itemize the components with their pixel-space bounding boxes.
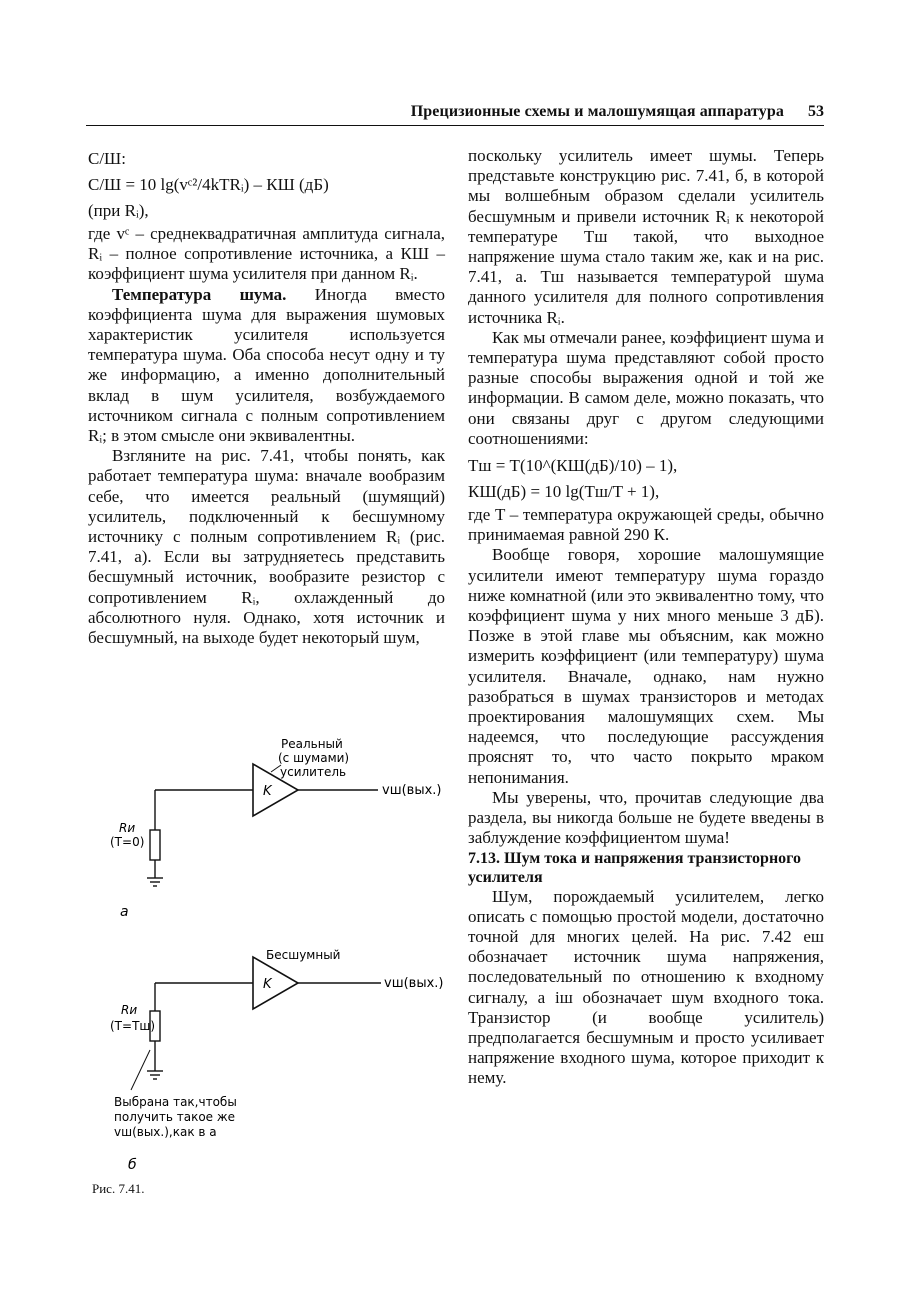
section-title: 7.13. Шум тока и напряжения транзисторного усилителя — [468, 849, 802, 886]
paragraph: где vᶜ – среднеквадратичная амплитуда сигнала, Rᵢ – полное сопротивление источника, а КШ – коэффициент шума усилителя при данном Rᵢ. — [88, 224, 445, 284]
page-number: 53 — [808, 103, 824, 120]
amp-label-line: (с шумами) — [278, 751, 350, 765]
note-pointer — [131, 1050, 150, 1090]
amp-label-line: Реальный — [281, 737, 343, 751]
diagram-b — [110, 948, 443, 1173]
right-column — [468, 146, 824, 1089]
equation-noise-figure: КШ(дБ) = 10 lg(Tш/T + 1), — [468, 482, 660, 502]
formula-condition: (при Rᵢ), — [88, 201, 149, 220]
paragraph: Мы уверены, что, прочитав следующие два раздела, вы никогда больше не будете введены в заблуждение коэффициентом шума! — [468, 787, 824, 848]
note-line: получить такое же — [114, 1110, 236, 1124]
note-line: Выбрана так,чтобы — [114, 1095, 237, 1109]
paragraph: где T – температура окружающей среды, обычно принимаемая равной 290 К. — [468, 505, 824, 545]
amplifier-triangle — [253, 957, 298, 1009]
gain-label: K — [263, 977, 272, 992]
resistor-label: Rи — [121, 1003, 138, 1017]
paragraph-text: Иногда вместо коэффициента шума для выражения шумовых характеристик усилителя используется температура шума. Оба способа несут одну и ту же информацию, а именно дополнительный вклад в шум усилителя, возбуждаемого источником сигнала с полным сопротивлением Rᵢ; в этом смысле они эквивалентны. — [88, 284, 445, 446]
diagram-a — [110, 737, 441, 920]
temperature-label: (T=Tш) — [110, 1019, 156, 1033]
header-title: Прецизионные схемы и малошумящая аппаратура — [410, 103, 784, 120]
equation-noise-temperature: Tш = T(10^(КШ(дБ)/10) – 1), — [468, 456, 678, 476]
resistor — [150, 830, 160, 860]
paragraph: Взгляните на рис. 7.41, чтобы понять, как работает температура шума: вначале вообразим себе, что имеется реальный (шумящий) усилитель, подключенный к бесшумному источнику с полным сопротивлением Rᵢ (рис. 7.41, а). Если вы затрудняетесь представить бесшумный источник, вообразите резистор с сопротивлением Rᵢ, охлажденный до абсолютного нуля. Однако, хотя источник и бесшумный, на выходе будет некоторый шум, — [88, 446, 445, 648]
output-label: vш(вых.) — [382, 783, 442, 798]
output-label: vш(вых.) — [384, 976, 444, 991]
amp-label: Бесшумный — [266, 948, 341, 962]
header-rule — [86, 125, 824, 126]
paragraph: Шум, порождаемый усилителем, легко описать с помощью простой модели, достаточно точной для многих целей. На рис. 7.42 eш обозначает источник шума напряжения, последовательный по отношению к входному сигналу, а iш обозначает шум входного тока. Транзистор (и вообще усилитель) предполагается бесшумным и просто усиливает напряжение входного шума, которое приходит к нему. — [468, 886, 824, 1088]
note-line: vш(вых.),как в а — [114, 1125, 217, 1139]
subfigure-letter: б — [128, 1157, 137, 1173]
gain-label: K — [263, 784, 272, 799]
subfigure-letter: а — [120, 904, 129, 920]
resistor-label: Rи — [119, 821, 136, 835]
figure-caption: Рис. 7.41. — [92, 1181, 145, 1196]
paragraph — [88, 285, 445, 447]
figure-7-41 — [88, 728, 448, 1198]
paragraph: Как мы отмечали ранее, коэффициент шума и температура шума представляют собой просто разные способы выражения одной и той же информации. В самом деле, можно показать, что они связаны друг с другом следующими соотношениями: — [468, 327, 824, 448]
running-header — [86, 103, 824, 125]
paragraph: Вообще говоря, хорошие малошумящие усилители имеют температуру шума гораздо ниже комнатной (или это эквивалентно тому, что коэффициент шума у них много меньше 3 дБ). Позже в этой главе мы объясним, как можно измерить коэффициент (или температуру) шума усилителя. Вначале, однако, нам нужно разобраться в шумах транзисторов и методах проектирования малошумящих схем. Мы надеемся, что последующие рассуждения прояснят то, что часто покрыто мраком непонимания. — [468, 545, 824, 787]
left-column — [88, 146, 445, 648]
run-in-title: Температура шума. — [112, 284, 287, 304]
formula-snr: С/Ш = 10 lg(vᶜ²/4kTRᵢ) – КШ (дБ) — [88, 175, 329, 194]
formula-label: С/Ш: — [88, 149, 126, 168]
paragraph: поскольку усилитель имеет шумы. Теперь представьте конструкцию рис. 7.41, б, в которой мы волшебным образом сделали усилитель бесшумным и привели источник Rᵢ к некоторой температуре Tш такой, что выходное напряжение шума стало таким же, как и на рис. 7.41, а. Tш называется температурой шума данного усилителя для полного сопротивления источника Rᵢ. — [468, 146, 824, 327]
temperature-label: (T=0) — [110, 835, 145, 849]
amp-label-line: усилитель — [280, 765, 347, 779]
